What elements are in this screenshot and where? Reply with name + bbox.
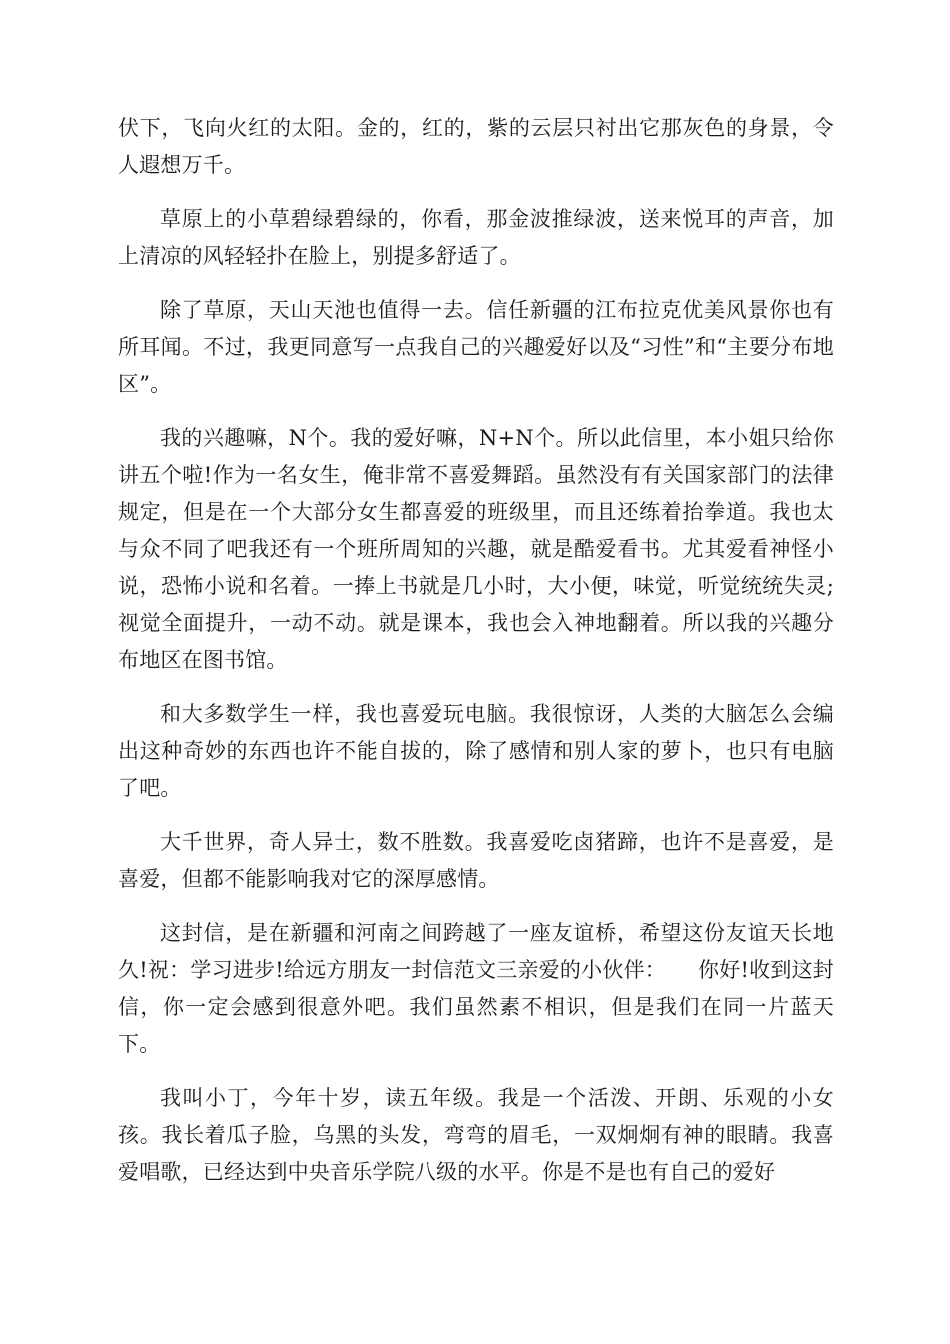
document-body: [118, 110, 834, 1208]
paragraph-6: 大千世界，奇人异士，数不胜数。我喜爱吃卤猪蹄，也许不是喜爱，是喜爱，但都不能影响我对它的深厚感情。: [118, 830, 834, 891]
paragraph-7: 这封信，是在新疆和河南之间跨越了一座友谊桥，希望这份友谊天长地久!祝：学习进步!给远方朋友一封信范文三亲爱的小伙伴： 你好!收到这封信，你一定会感到很意外吧。我们虽然素不相识，但是我们在同一片蓝天下。: [118, 921, 834, 1056]
paragraph-5: 和大多数学生一样，我也喜爱玩电脑。我很惊讶，人类的大脑怎么会编出这种奇妙的东西也许不能自拔的，除了感情和别人家的萝卜，也只有电脑了吧。: [118, 702, 834, 800]
paragraph-1: 伏下，飞向火红的太阳。金的，红的，紫的云层只衬出它那灰色的身景，令人遐想万千。: [118, 116, 834, 177]
paragraph-3: 除了草原，天山天池也值得一去。信任新疆的江布拉克优美风景你也有所耳闻。不过，我更同意写一点我自己的兴趣爱好以及“习性”和“主要分布地区”。: [118, 298, 834, 396]
paragraph-2: 草原上的小草碧绿碧绿的，你看，那金波推绿波，送来悦耳的声音，加上清凉的风轻轻扑在脸上，别提多舒适了。: [118, 207, 834, 268]
paragraph-8: 我叫小丁，今年十岁，读五年级。我是一个活泼、开朗、乐观的小女孩。我长着瓜子脸，乌黑的头发，弯弯的眉毛，一双炯炯有神的眼睛。我喜爱唱歌，已经达到中央音乐学院八级的水平。你是不是也有自己的爱好: [118, 1086, 834, 1184]
paragraph-4: 我的兴趣嘛，N个。我的爱好嘛，N+N个。所以此信里，本小姐只给你讲五个啦!作为一名女生，俺非常不喜爱舞蹈。虽然没有有关国家部门的法律规定，但是在一个大部分女生都喜爱的班级里，而且还练着抬拳道。我也太与众不同了吧我还有一个班所周知的兴趣，就是酷爱看书。尤其爱看神怪小说，恐怖小说和名着。一捧上书就是几小时，大小便，味觉，听觉统统失灵;视觉全面提升，一动不动。就是课本，我也会入神地翻着。所以我的兴趣分布地区在图书馆。: [118, 426, 834, 672]
